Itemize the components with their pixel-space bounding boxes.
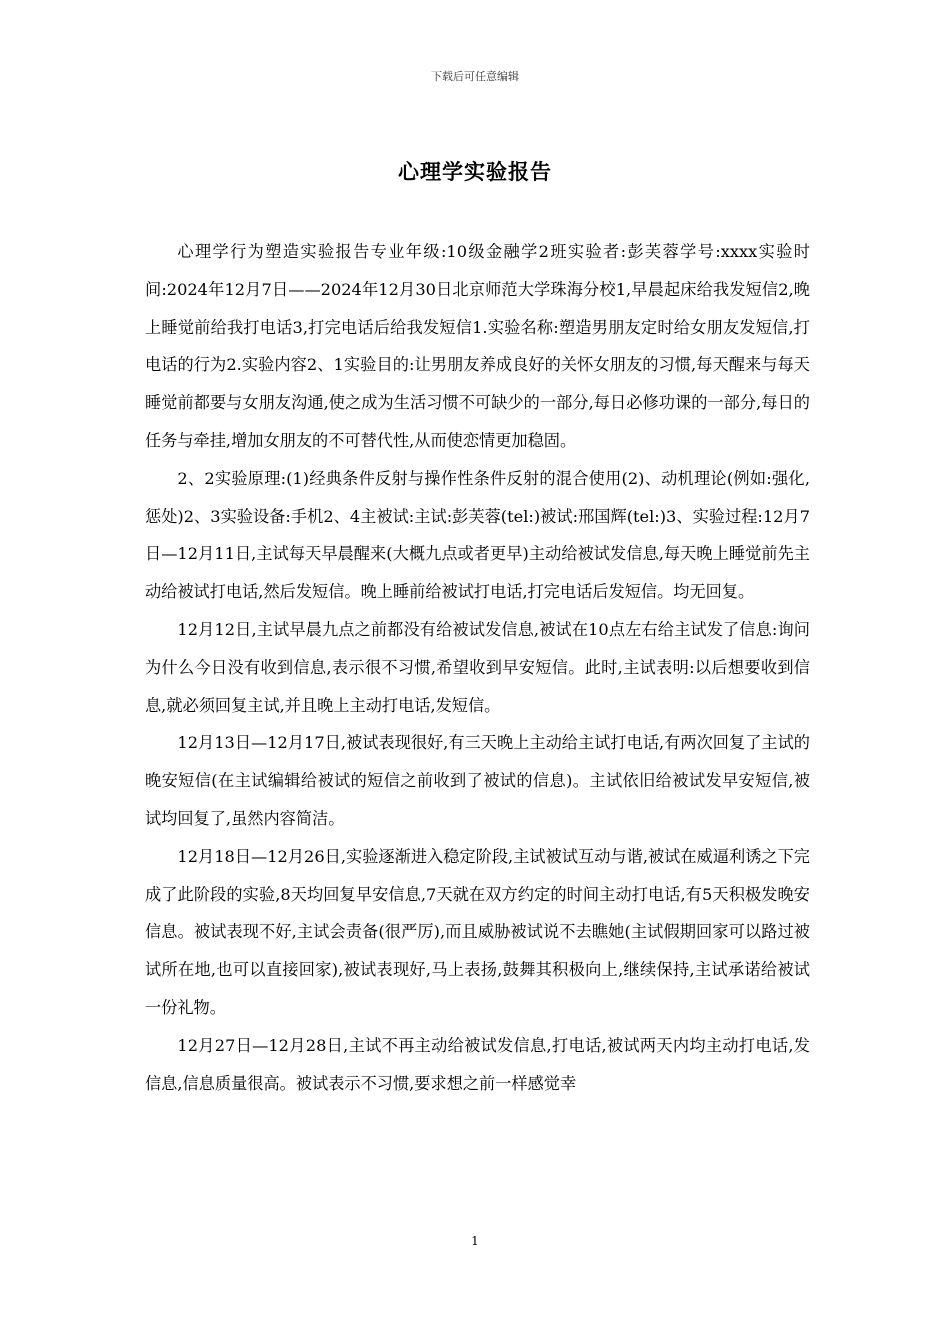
paragraph: 12月18日—12月26日,实验逐渐进入稳定阶段,主试被试互动与谐,被试在威逼利诱之下完成了此阶段的实验,8天均回复早安信息,7天就在双方约定的时间主动打电话,有5天积极发晚安信息。被试表现不好,主试会责备(很严厉),而且威胁被试说不去瞧她(主试假期回家可以路过被试所在地,也可以直接回家),被试表现好,马上表扬,鼓舞其积极向上,继续保持,主试承诺给被试一份礼物。: [145, 846, 810, 1017]
document-body: [145, 233, 810, 1102]
paragraph: 12月27日—12月28日,主试不再主动给被试发信息,打电话,被试两天内均主动打电话,发信息,信息质量很高。被试表示不习惯,要求想之前一样感觉幸: [145, 1035, 810, 1093]
header-note: 下载后可任意编辑: [431, 70, 519, 83]
document-title: 心理学实验报告: [398, 160, 552, 184]
paragraph: 2、2实验原理:(1)经典条件反射与操作性条件反射的混合使用(2)、动机理论(例如:强化,惩处)2、3实验设备:手机2、4主被试:主试:彭芙蓉(tel:)被试:邢国辉(tel:)3、实验过程:12月7日—12月11日,主试每天早晨醒来(大概九点或者更早)主动给被试发信息,每天晚上睡觉前先主动给被试打电话,然后发短信。晚上睡前给被试打电话,打完电话后发短信。均无回复。: [145, 468, 810, 602]
paragraph: 12月13日—12月17日,被试表现很好,有三天晚上主动给主试打电话,有两次回复了主试的晚安短信(在主试编辑给被试的短信之前收到了被试的信息)。主试依旧给被试发早安短信,被试均回复了,虽然内容简洁。: [145, 733, 810, 828]
paragraph: 心理学行为塑造实验报告专业年级:10级金融学2班实验者:彭芙蓉学号:xxxx实验时间:2024年12月7日——2024年12月30日北京师范大学珠海分校1,早晨起床给我发短信2,晚上睡觉前给我打电话3,打完电话后给我发短信1.实验名称:塑造男朋友定时给女朋友发短信,打电话的行为2.实验内容2、1实验目的:让男朋友养成良好的关怀女朋友的习惯,每天醒来与每天睡觉前都要与女朋友沟通,使之成为生活习惯不可缺少的一部分,每日必修功课的一部分,每日的任务与牵挂,增加女朋友的不可替代性,从而使恋情更加稳固。: [145, 242, 810, 450]
paragraph: 12月12日,主试早晨九点之前都没有给被试发信息,被试在10点左右给主试发了信息:询问为什么今日没有收到信息,表示很不习惯,希望收到早安短信。此时,主试表明:以后想要收到信息,就必须回复主试,并且晚上主动打电话,发短信。: [145, 619, 810, 715]
page-number: 1: [471, 1234, 479, 1248]
